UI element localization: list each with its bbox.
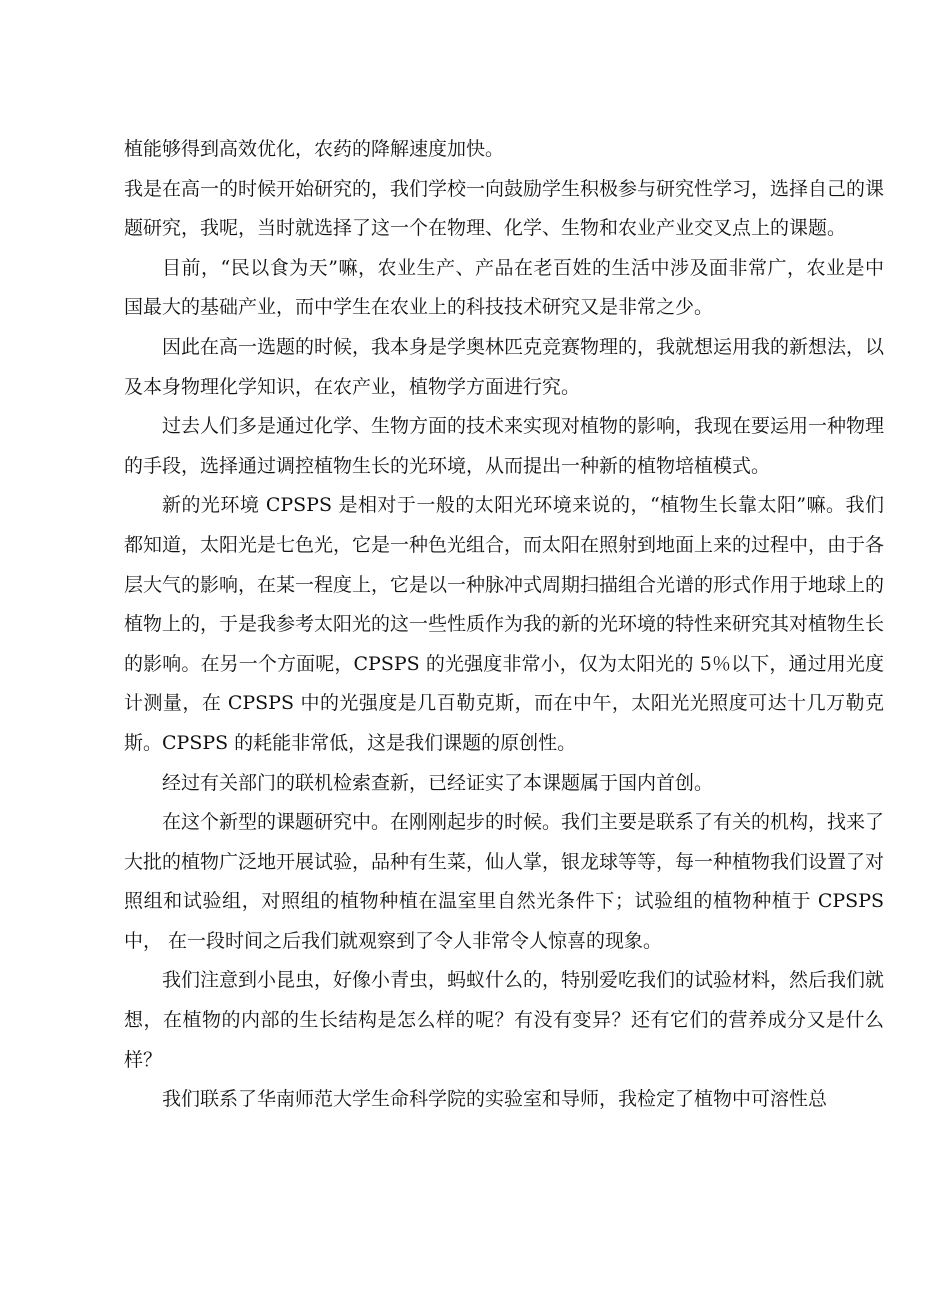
document-body xyxy=(124,130,884,1120)
paragraph-3: 目前，“民以食为天”嘛，农业生产、产品在老百姓的生活中涉及面非常广，农业是中国最大的基础产业，而中学生在农业上的科技技术研究又是非常之少。 xyxy=(124,256,884,319)
paragraph-8: 在这个新型的课题研究中。在刚刚起步的时候。我们主要是联系了有关的机构，找来了大批的植物广泛地开展试验，品种有生菜，仙人掌，银龙球等等，每一种植物我们设置了对照组和试验组，对照组的植物种植在温室里自然光条件下；试验组的植物种植于 CPSPS 中， 在一段时间之后我们就观察到了令人非常令人惊喜的现象。 xyxy=(124,811,885,952)
paragraph-4: 因此在高一选题的时候，我本身是学奥林匹克竞赛物理的，我就想运用我的新想法，以及本身物理化学知识，在农产业，植物学方面进行究。 xyxy=(124,335,885,398)
paragraph-7: 经过有关部门的联机检索查新，已经证实了本课题属于国内首创。 xyxy=(162,771,714,794)
paragraph-2: 我是在高一的时候开始研究的，我们学校一向鼓励学生积极参与研究性学习，选择自己的课题研究，我呢，当时就选择了这一个在物理、化学、生物和农业产业交叉点上的课题。 xyxy=(124,177,885,240)
paragraph-1: 植能够得到高效优化，农药的降解速度加快。 xyxy=(124,138,505,160)
paragraph-6: 新的光环境 CPSPS 是相对于一般的太阳光环境来说的，“植物生长靠太阳”嘛。我们都知道，太阳光是七色光，它是一种色光组合，而太阳在照射到地面上来的过程中，由于各层大气的影响，在某一程度上，它是以一种脉冲式周期扫描组合光谱的形式作用于地球上的植物上的，于是我参考太阳光的这一些性质作为我的新的光环境的特性来研究其对植物生长的影响。在另一个方面呢，CPSPS 的光强度非常小，仅为太阳光的 5％以下，通过用光度计测量，在 CPSPS 中的光强度是几百勒克斯，而在中午，太阳光光照度可达十几万勒克斯。CPSPS 的耗能非常低，这是我们课题的原创性。 xyxy=(124,494,885,754)
paragraph-9: 我们注意到小昆虫，好像小青虫，蚂蚁什么的，特别爱吃我们的试验材料，然后我们就想，在植物的内部的生长结构是怎么样的呢？有没有变异？还有它们的营养成分又是什么样？ xyxy=(124,969,885,1071)
paragraph-10: 我们联系了华南师范大学生命科学院的实验室和导师，我检定了植物中可溶性总 xyxy=(162,1088,828,1111)
paragraph-5: 过去人们多是通过化学、生物方面的技术来实现对植物的影响，我现在要运用一种物理的手段，选择通过调控植物生长的光环境，从而提出一种新的植物培植模式。 xyxy=(124,415,885,477)
